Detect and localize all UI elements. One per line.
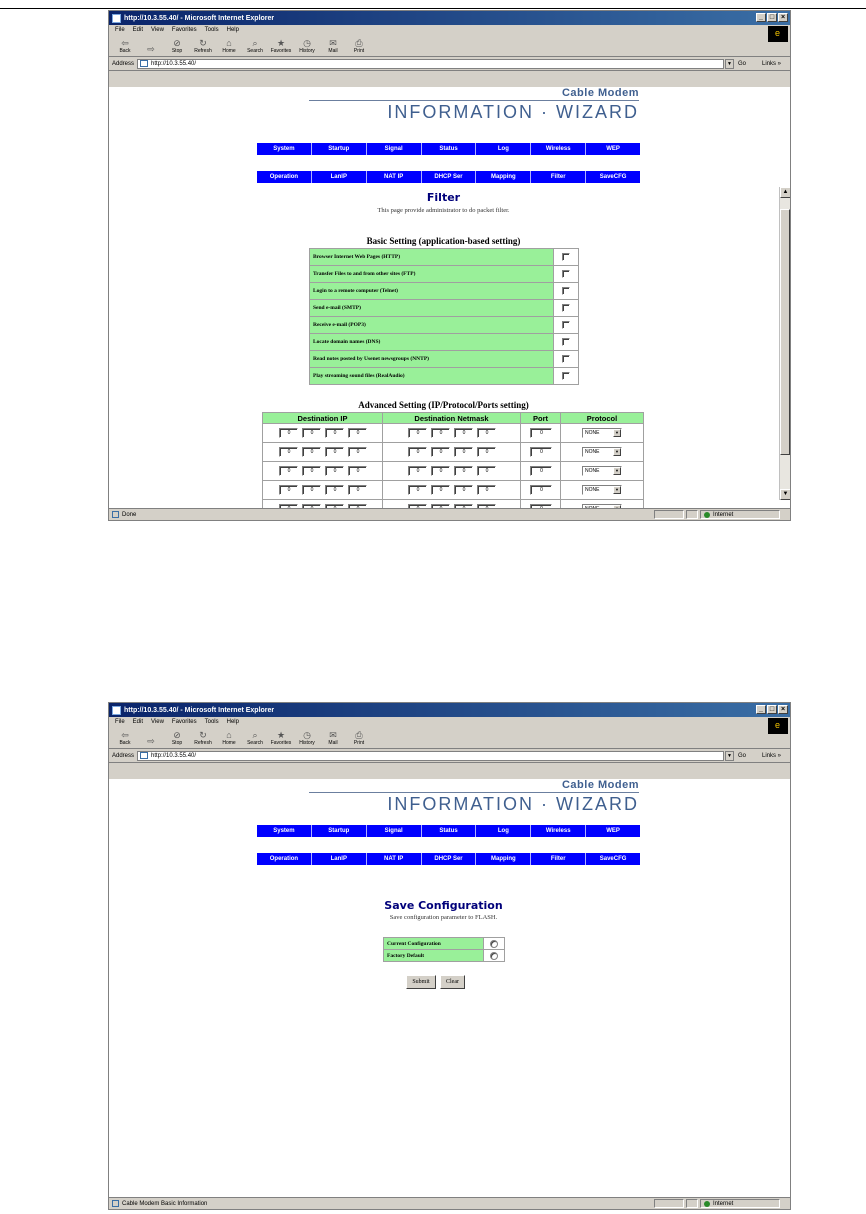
toolbar-label: Favorites [270,740,292,746]
radio-cell [484,938,505,950]
destination-netmask-cell [383,443,521,462]
nav-item-wireless[interactable]: Wireless [531,143,586,155]
checkbox-cell [554,368,579,385]
nav-item-savecfg[interactable]: SaveCFG [586,171,640,183]
filter-checkbox[interactable] [562,304,570,312]
ip-octet-input[interactable]: 0 [302,466,321,476]
save-option-label: Current Configuration [384,938,484,950]
ip-octet-input[interactable]: 0 [302,447,321,457]
page-description: This page provide administrator to do packet filter. [377,207,510,214]
ip-octet-input[interactable]: 0 [348,447,367,457]
nav-item-nat-ip[interactable]: NAT IP [367,171,422,183]
basic-setting-row [310,368,579,385]
vertical-scrollbar[interactable] [779,187,790,500]
nav-item-signal[interactable]: Signal [367,825,422,837]
brand-top: Cable Modem [309,779,639,793]
port-input[interactable]: 0 [530,485,552,495]
netmask-octet-input[interactable]: 0 [431,447,450,457]
nav-item-startup[interactable]: Startup [312,825,367,837]
menu-help[interactable]: Help [226,719,239,725]
basic-setting-label: Browser Internet Web Pages (HTTP) [310,249,554,266]
toolbar-label: Print [353,740,365,746]
window-title: http://10.3.55.40/ - Microsoft Internet Explorer [124,14,275,22]
nav-item-lanip[interactable]: LanIP [312,853,367,865]
destination-netmask-cell [383,462,521,481]
mail-icon: ✉ [329,730,337,740]
destination-ip-cell [263,481,383,500]
ip-octet-input[interactable]: 0 [302,428,321,438]
netmask-octet-input[interactable]: 0 [477,466,496,476]
page-title: Filter [426,191,461,204]
print-icon: ⎙ [355,38,363,48]
toolbar-label: Search [247,48,263,54]
port-cell [521,462,561,481]
protocol-value: NONE [585,467,600,474]
links-button[interactable]: Links » [762,60,782,67]
links-button[interactable]: Links » [762,752,782,759]
protocol-cell [561,424,644,443]
ip-octet-input[interactable]: 0 [348,485,367,495]
filter-checkbox[interactable] [562,253,570,261]
page-viewport [109,779,790,1200]
favorites-button[interactable] [271,38,291,54]
basic-setting-row [310,283,579,300]
maximize-button[interactable]: □ [767,13,777,22]
status-page-icon [112,511,119,518]
ip-octet-input[interactable]: 0 [279,485,298,495]
address-label: Address [112,60,135,67]
filter-checkbox[interactable] [562,338,570,346]
refresh-icon: ↻ [199,38,207,48]
page-title: Save Configuration [384,899,503,912]
nav-row-secondary [257,853,640,865]
port-input[interactable]: 0 [530,428,552,438]
ip-octet-input[interactable]: 0 [325,485,344,495]
netmask-octet-input[interactable]: 0 [431,485,450,495]
netmask-octet-input[interactable]: 0 [454,485,473,495]
toolbar-label: Back [119,48,131,54]
netmask-octet-input[interactable]: 0 [477,485,496,495]
nav-item-dhcp-ser[interactable]: DHCP Ser [422,171,477,183]
favorites-icon: ★ [276,38,286,48]
nav-item-mapping[interactable]: Mapping [476,853,531,865]
destination-ip-cell [263,443,383,462]
nav-item-operation[interactable]: Operation [257,853,312,865]
status-text: Cable Modem Basic Information [122,1200,208,1207]
maximize-button[interactable]: □ [767,705,777,714]
go-button[interactable]: Go [738,752,747,759]
stop-button[interactable] [167,38,187,54]
toolbar-label: Print [353,48,365,54]
scroll-down-icon[interactable]: ▼ [780,489,790,500]
status-pane [686,1199,698,1208]
scroll-thumb[interactable] [780,209,790,455]
basic-setting-table [309,248,579,385]
toolbar-label: Home [222,740,236,746]
ie-throbber-icon [768,718,788,734]
forward-arrow-icon: ⇨ [147,736,155,746]
protocol-value: NONE [585,448,600,455]
basic-setting-label: Transfer Files to and from other sites (FTP) [310,266,554,283]
stop-icon: ⊘ [173,38,181,48]
address-input[interactable] [137,751,724,761]
ip-octet-input[interactable]: 0 [325,466,344,476]
advanced-setting-row [263,462,644,481]
toolbar-label: Home [222,48,236,54]
basic-setting-label: Locate domain names (DNS) [310,334,554,351]
nav-item-mapping[interactable]: Mapping [476,171,531,183]
ip-octet-input[interactable]: 0 [279,428,298,438]
print-icon: ⎙ [355,730,363,740]
ip-octet-input[interactable]: 0 [348,428,367,438]
page-icon [140,752,148,759]
nav-item-dhcp-ser[interactable]: DHCP Ser [422,853,477,865]
nav-item-status[interactable]: Status [422,143,477,155]
radio-cell [484,950,505,962]
chevron-down-icon[interactable]: ▼ [613,486,621,494]
back-arrow-icon: ⇦ [121,38,129,48]
print-button[interactable] [349,38,369,54]
refresh-button[interactable] [193,38,213,54]
chevron-down-icon[interactable]: ▼ [613,467,621,475]
checkbox-cell [554,249,579,266]
status-pane [686,510,698,519]
mail-icon: ✉ [329,38,337,48]
netmask-octet-input[interactable]: 0 [454,428,473,438]
nav-item-nat-ip[interactable]: NAT IP [367,853,422,865]
port-input[interactable]: 0 [530,466,552,476]
advanced-setting-title: Advanced Setting (IP/Protocol/Ports setting) [358,400,529,410]
basic-setting-title: Basic Setting (application-based setting) [366,236,521,246]
netmask-octet-input[interactable]: 0 [408,447,427,457]
column-header-destination-ip: Destination IP [263,413,383,424]
save-option-row [384,938,505,950]
home-icon: ⌂ [226,730,232,740]
netmask-octet-input[interactable]: 0 [454,447,473,457]
browser-window-save [108,702,791,1210]
destination-netmask-cell [383,424,521,443]
column-header-destination-netmask: Destination Netmask [383,413,521,424]
home-button[interactable] [219,730,239,746]
toolbar-label: Refresh [194,48,212,54]
column-header-port: Port [521,413,561,424]
back-button[interactable] [115,730,135,746]
destination-ip-cell [263,462,383,481]
protocol-cell [561,462,644,481]
chevron-down-icon[interactable]: ▼ [613,448,621,456]
minimize-button[interactable]: _ [756,705,766,714]
ip-octet-input[interactable]: 0 [302,485,321,495]
submit-button[interactable]: Submit [406,975,436,989]
protocol-select[interactable] [582,485,622,495]
protocol-select[interactable] [582,447,622,457]
back-arrow-icon: ⇦ [121,730,129,740]
menu-edit[interactable]: Edit [132,27,144,33]
filter-checkbox[interactable] [562,270,570,278]
menu-help[interactable]: Help [226,27,239,33]
mail-button[interactable] [323,730,343,746]
browser-window-filter [108,10,791,521]
save-option-radio[interactable] [490,940,498,948]
checkbox-cell [554,317,579,334]
port-input[interactable]: 0 [530,447,552,457]
basic-setting-label: Send e-mail (SMTP) [310,300,554,317]
title-bar [109,703,790,717]
netmask-octet-input[interactable]: 0 [477,447,496,457]
menu-edit[interactable]: Edit [132,719,144,725]
status-pane [654,1199,684,1208]
nav-item-operation[interactable]: Operation [257,171,312,183]
nav-item-filter[interactable]: Filter [531,171,586,183]
brand-main: INFORMATION · WIZARD [387,794,639,814]
menu-tools[interactable]: Tools [204,719,219,725]
history-icon: ◷ [303,38,311,48]
basic-setting-row [310,300,579,317]
basic-setting-label: Receive e-mail (POP3) [310,317,554,334]
nav-item-log[interactable]: Log [476,825,531,837]
search-button[interactable] [245,730,265,746]
history-icon: ◷ [303,730,311,740]
brand-header [309,87,639,123]
toolbar-label: Refresh [194,740,212,746]
security-zone [700,510,780,519]
globe-icon [704,512,710,518]
menu-file[interactable]: File [115,27,125,33]
ip-octet-input[interactable]: 0 [279,466,298,476]
menu-tools[interactable]: Tools [204,27,219,33]
address-dropdown-icon[interactable]: ▼ [725,59,734,69]
menu-favorites[interactable]: Favorites [171,27,197,33]
page-top-rule [0,8,866,9]
port-cell [521,443,561,462]
address-bar [109,749,790,763]
scroll-up-icon[interactable]: ▲ [780,187,790,198]
save-options-table [383,937,505,962]
save-option-row [384,950,505,962]
status-bar [109,1197,790,1209]
history-button[interactable] [297,38,317,54]
status-page-icon [112,1200,119,1207]
favorites-button[interactable] [271,730,291,746]
nav-item-filter[interactable]: Filter [531,853,586,865]
address-dropdown-icon[interactable]: ▼ [725,751,734,761]
nav-item-wireless[interactable]: Wireless [531,825,586,837]
checkbox-cell [554,334,579,351]
menu-favorites[interactable]: Favorites [171,719,197,725]
filter-checkbox[interactable] [562,355,570,363]
forward-button[interactable] [141,736,161,746]
address-label: Address [112,752,135,759]
filter-checkbox[interactable] [562,321,570,329]
nav-item-signal[interactable]: Signal [367,143,422,155]
netmask-octet-input[interactable]: 0 [408,485,427,495]
back-button[interactable] [115,38,135,54]
go-button[interactable]: Go [738,60,747,67]
forward-arrow-icon: ⇨ [147,44,155,54]
close-button[interactable]: × [778,705,788,714]
toolbar-label: Mail [328,48,338,54]
print-button[interactable] [349,730,369,746]
toolbar-label: Search [247,740,263,746]
netmask-octet-input[interactable]: 0 [431,466,450,476]
standard-toolbar [109,727,790,749]
refresh-button[interactable] [193,730,213,746]
stop-button[interactable] [167,730,187,746]
basic-setting-row [310,249,579,266]
home-icon: ⌂ [226,38,232,48]
address-input[interactable] [137,59,724,69]
brand-header [309,779,639,815]
menu-bar [109,25,790,35]
menu-bar [109,717,790,727]
toolbar-label: Mail [328,740,338,746]
title-bar [109,11,790,25]
port-cell [521,424,561,443]
destination-ip-cell [263,424,383,443]
address-bar [109,57,790,71]
chevron-down-icon[interactable]: ▼ [613,429,621,437]
nav-row-primary [257,825,640,837]
advanced-setting-table [262,412,644,510]
port-cell [521,481,561,500]
advanced-setting-row [263,443,644,462]
window-title: http://10.3.55.40/ - Microsoft Internet Explorer [124,706,275,714]
nav-item-wep[interactable]: WEP [586,143,640,155]
toolbar-label: Favorites [270,48,292,54]
nav-item-savecfg[interactable]: SaveCFG [586,853,640,865]
menu-view[interactable]: View [151,719,164,725]
protocol-cell [561,443,644,462]
mail-button[interactable] [323,38,343,54]
forward-button[interactable] [141,44,161,54]
zone-label: Internet [713,1200,734,1207]
ie-icon [112,14,121,23]
ip-octet-input[interactable]: 0 [279,447,298,457]
ie-throbber-icon [768,26,788,42]
search-icon: ⌕ [252,730,258,740]
protocol-cell [561,481,644,500]
basic-setting-row [310,334,579,351]
checkbox-cell [554,283,579,300]
zone-label: Internet [713,511,734,518]
save-option-radio[interactable] [490,952,498,960]
toolbar-label: History [299,740,315,746]
checkbox-cell [554,300,579,317]
nav-item-wep[interactable]: WEP [586,825,640,837]
netmask-octet-input[interactable]: 0 [408,466,427,476]
filter-checkbox[interactable] [562,372,570,380]
basic-setting-row [310,351,579,368]
close-button[interactable]: × [778,13,788,22]
protocol-value: NONE [585,486,600,493]
nav-item-system[interactable]: System [257,143,312,155]
menu-file[interactable]: File [115,719,125,725]
toolbar-label: Stop [171,740,183,746]
home-button[interactable] [219,38,239,54]
basic-setting-label: Play streaming sound files (RealAudio) [310,368,554,385]
history-button[interactable] [297,730,317,746]
status-pane [654,510,684,519]
security-zone [700,1199,780,1208]
page-description: Save configuration parameter to FLASH. [389,914,498,921]
clear-button[interactable]: Clear [440,975,465,989]
refresh-icon: ↻ [199,730,207,740]
destination-netmask-cell [383,481,521,500]
netmask-octet-input[interactable]: 0 [454,466,473,476]
minimize-button[interactable]: _ [756,13,766,22]
toolbar-label: Stop [171,48,183,54]
brand-top: Cable Modem [309,87,639,101]
checkbox-cell [554,351,579,368]
nav-row-primary [257,143,640,155]
standard-toolbar [109,35,790,57]
brand-main: INFORMATION · WIZARD [387,102,639,122]
netmask-octet-input[interactable]: 0 [408,428,427,438]
nav-item-startup[interactable]: Startup [312,143,367,155]
ip-octet-input[interactable]: 0 [325,447,344,457]
toolbar-label: History [299,48,315,54]
ip-octet-input[interactable]: 0 [348,466,367,476]
globe-icon [704,1201,710,1207]
column-header-protocol: Protocol [561,413,644,424]
nav-item-status[interactable]: Status [422,825,477,837]
nav-item-system[interactable]: System [257,825,312,837]
basic-setting-row [310,317,579,334]
netmask-octet-input[interactable]: 0 [477,428,496,438]
nav-row-secondary [257,171,640,183]
page-viewport [109,87,790,510]
basic-setting-label: Read notes posted by Usenet newsgroups (NNTP) [310,351,554,368]
advanced-setting-row [263,424,644,443]
menu-view[interactable]: View [151,27,164,33]
favorites-icon: ★ [276,730,286,740]
nav-item-lanip[interactable]: LanIP [312,171,367,183]
nav-item-log[interactable]: Log [476,143,531,155]
filter-checkbox[interactable] [562,287,570,295]
basic-setting-label: Login to a remote computer (Telnet) [310,283,554,300]
protocol-select[interactable] [582,428,622,438]
netmask-octet-input[interactable]: 0 [431,428,450,438]
protocol-select[interactable] [582,466,622,476]
protocol-value: NONE [585,429,600,436]
search-icon: ⌕ [252,38,258,48]
search-button[interactable] [245,38,265,54]
page-icon [140,60,148,67]
stop-icon: ⊘ [173,730,181,740]
ip-octet-input[interactable]: 0 [325,428,344,438]
address-value: http://10.3.55.40/ [151,752,197,759]
status-bar [109,508,790,520]
status-text: Done [122,511,137,518]
toolbar-label: Back [119,740,131,746]
basic-setting-row [310,266,579,283]
ie-icon [112,706,121,715]
advanced-setting-row [263,481,644,500]
save-option-label: Factory Default [384,950,484,962]
checkbox-cell [554,266,579,283]
address-value: http://10.3.55.40/ [151,60,197,67]
